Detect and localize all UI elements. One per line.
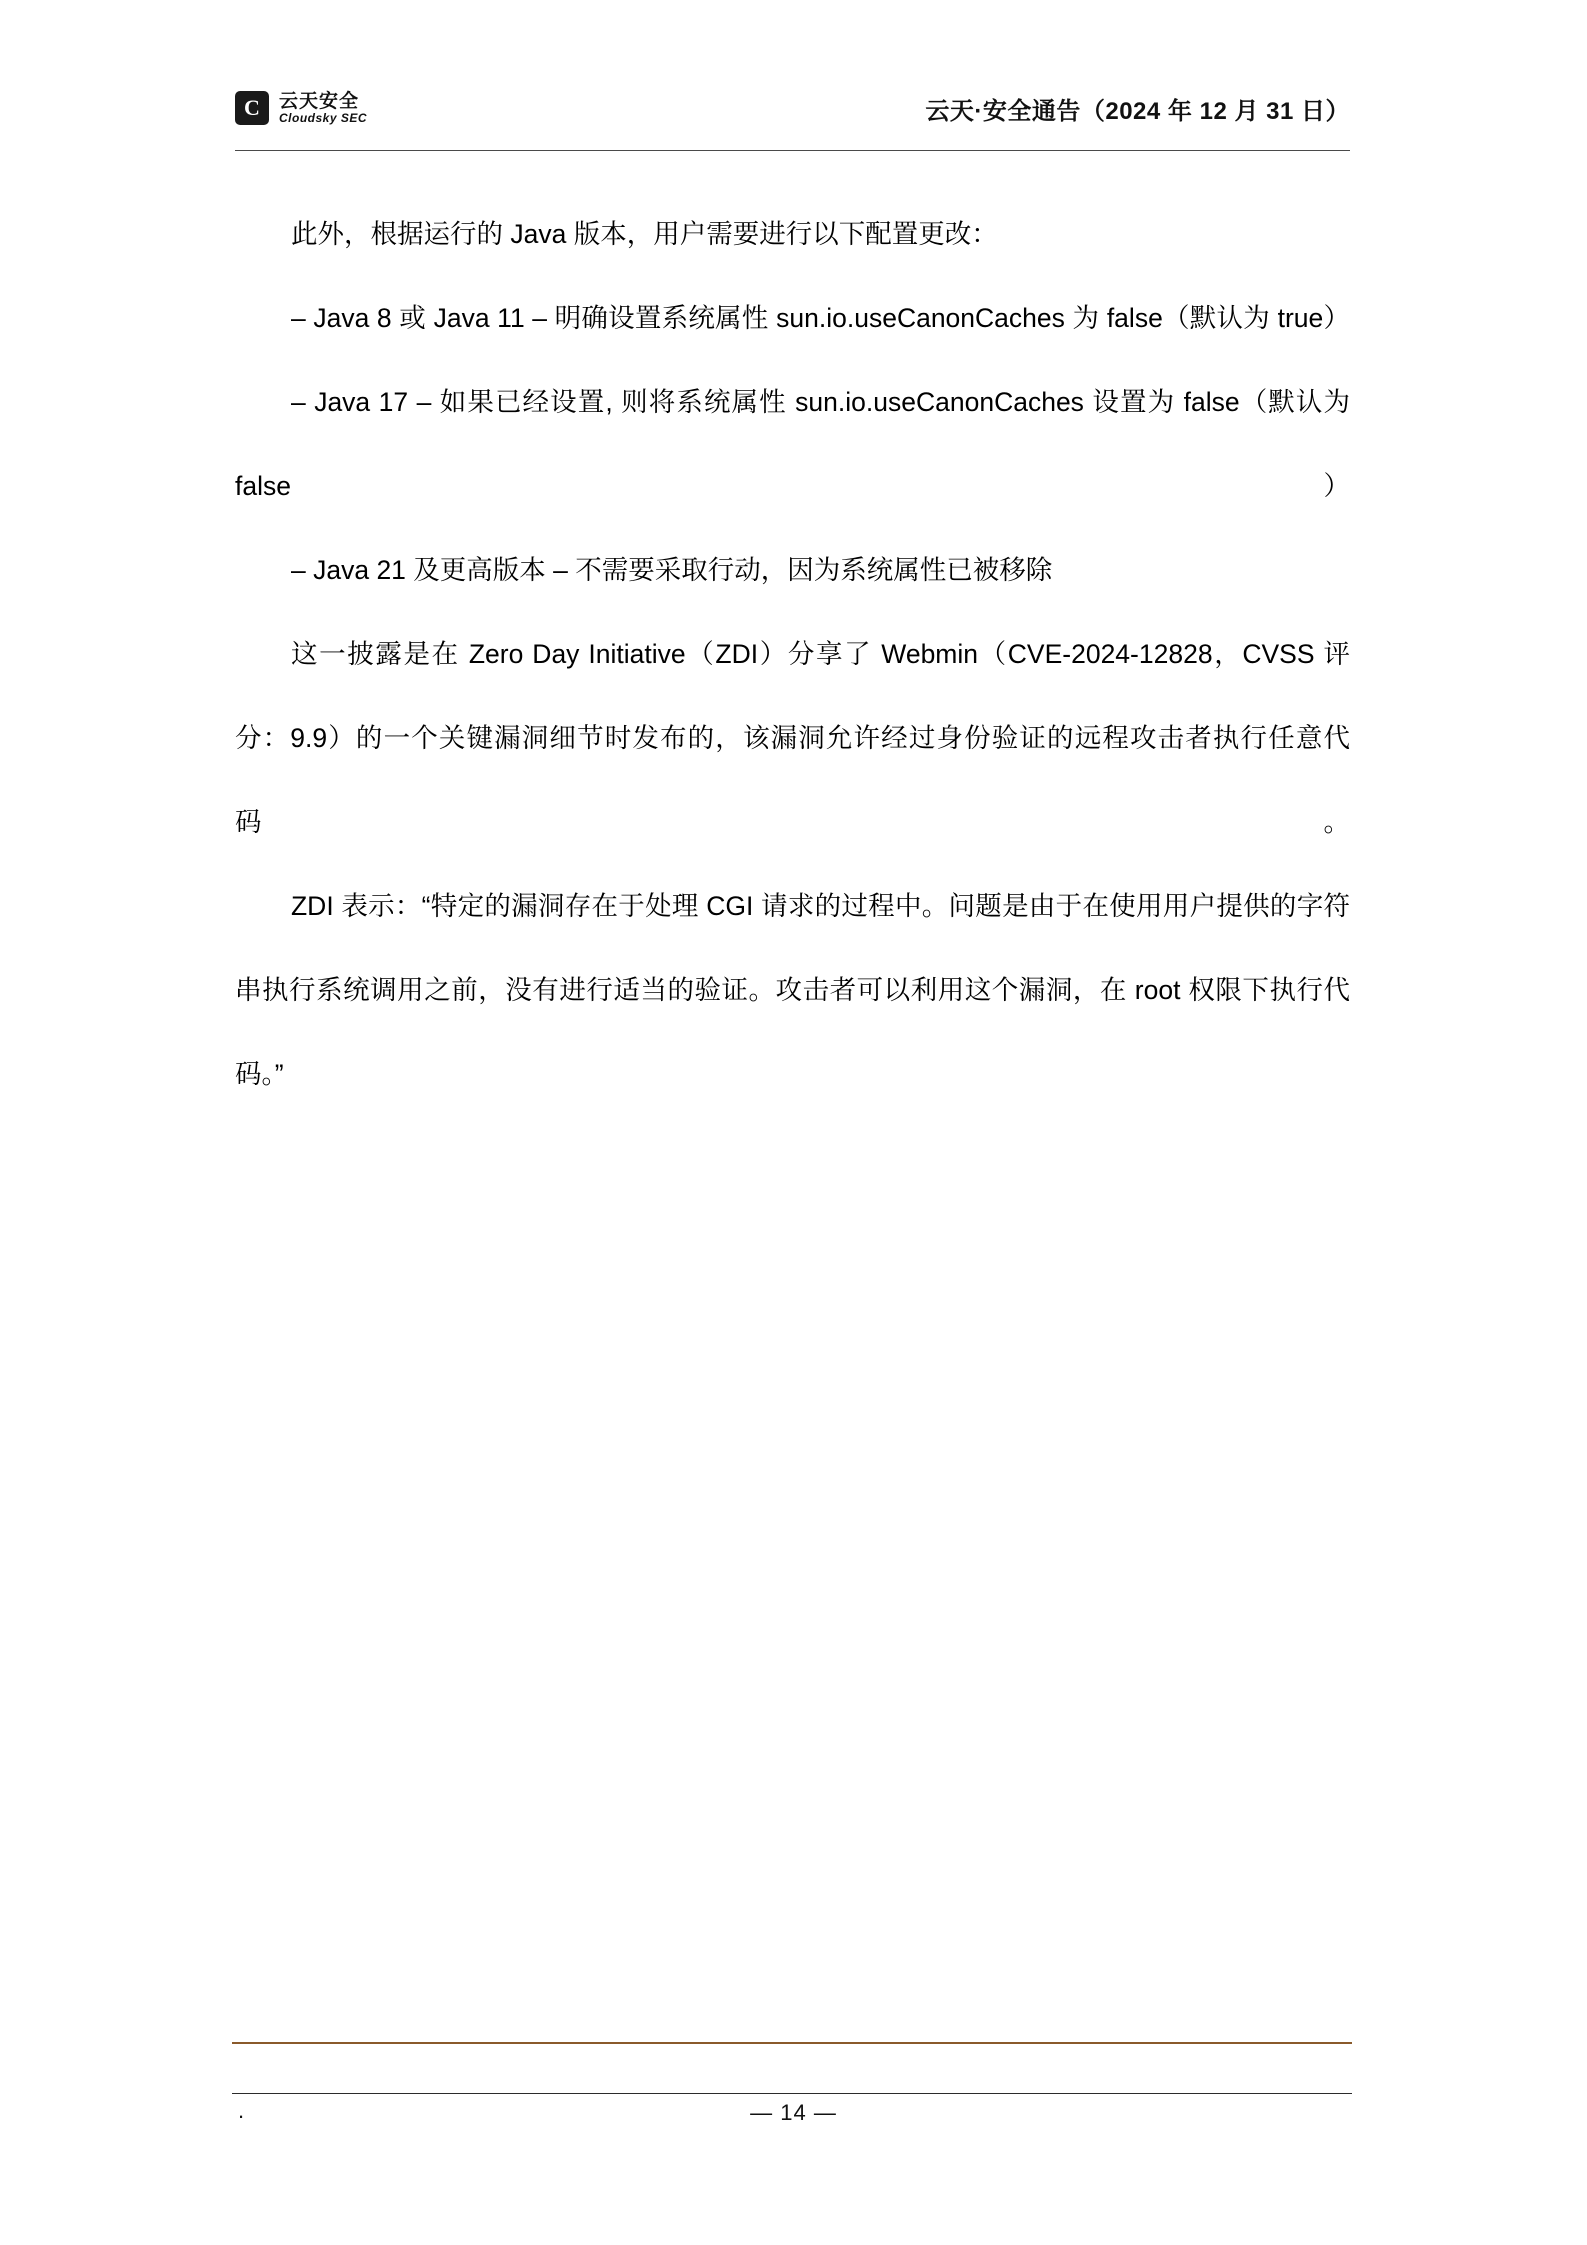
paragraph: 此外，根据运行的 Java 版本，用户需要进行以下配置更改： xyxy=(291,219,998,249)
paragraph: ZDI 表示：“特定的漏洞存在于处理 CGI 请求的过程中。问题是由于在使用用户提供的字符串执行系统调用之前，没有进行适当的验证。攻击者可以利用这个漏洞，在 root 权限下执行代码。” xyxy=(235,891,1350,1089)
footer-divider xyxy=(232,2093,1352,2094)
document-body xyxy=(235,192,1350,1116)
logo-cn-name: 云天安全 xyxy=(279,90,360,112)
paragraph: – Java 17 – 如果已经设置, 则将系统属性 sun.io.useCanonCaches 设置为 false（默认为 false） xyxy=(235,387,1350,501)
logo-icon xyxy=(235,91,269,125)
logo-en-name: Cloudsky SEC xyxy=(279,110,368,125)
page-number: — 14 — xyxy=(750,2100,837,2125)
paragraph: – Java 21 及更高版本 – 不需要采取行动，因为系统属性已被移除 xyxy=(291,555,1053,585)
paragraph: – Java 8 或 Java 11 – 明确设置系统属性 sun.io.useCanonCaches 为 false（默认为 true） xyxy=(291,303,1350,333)
logo xyxy=(235,91,367,125)
footer-divider-accent xyxy=(232,2042,1352,2044)
paragraph: 这一披露是在 Zero Day Initiative（ZDI）分享了 Webmin（CVE-2024-12828，CVSS 评分：9.9）的一个关键漏洞细节时发布的，该漏洞允许经过身份验证的远程攻击者执行任意代码。 xyxy=(235,639,1350,837)
footer-left-mark: . xyxy=(238,2098,245,2123)
header-title: 云天·安全通告（2024 年 12 月 31 日） xyxy=(925,97,1350,125)
page-header xyxy=(235,72,1350,150)
logo-mark-letter: C xyxy=(244,95,260,120)
header-divider xyxy=(235,150,1350,151)
